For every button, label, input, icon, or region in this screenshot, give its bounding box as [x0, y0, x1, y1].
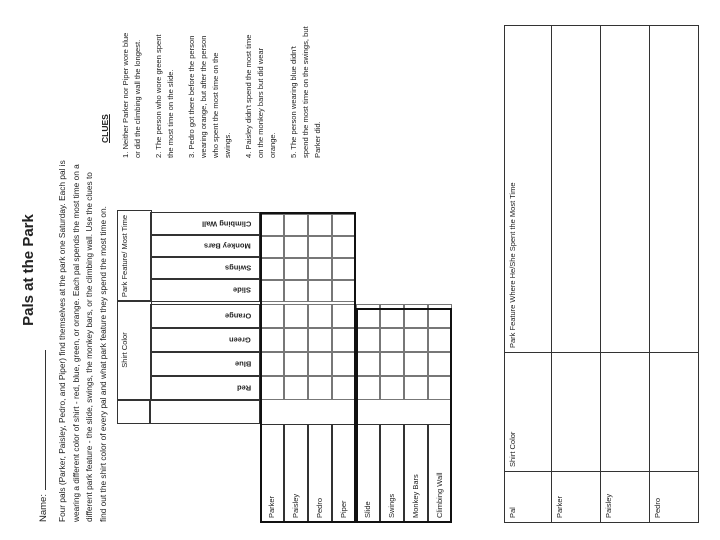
grid-cell[interactable] [308, 236, 332, 258]
grid-cell[interactable] [260, 376, 284, 400]
grid-corner-top [117, 400, 150, 424]
row-label-swings: Swings [380, 424, 404, 523]
answer-table-header-row [505, 26, 552, 523]
grid-cell[interactable] [284, 258, 308, 280]
grid-cell[interactable] [356, 376, 380, 400]
column-header-label: Orange [224, 311, 251, 321]
grid-cell[interactable] [308, 304, 332, 328]
grid-cell[interactable] [380, 352, 404, 376]
answer-feature-cell[interactable] [650, 26, 699, 353]
grid-cell[interactable] [428, 328, 452, 352]
grid-cell[interactable] [356, 328, 380, 352]
clues-heading: CLUES [100, 114, 110, 143]
grid-cell[interactable] [380, 304, 404, 328]
grid-cell[interactable] [284, 236, 308, 258]
grid-cell[interactable] [332, 328, 356, 352]
clues-list [120, 26, 333, 158]
clue-item: 2. The person who wore green spent the most time on the slide. [154, 34, 175, 158]
row-label-piper: Piper [332, 424, 356, 523]
intro-paragraph: Four pals (Parker, Paisley, Pedro, and Piper) find themselves at the park one Saturday. Each pal is wearing a different color of shirt - red, blue, green, or orange. Each pal spends the most time on a different park feature - the slide, swings, the monkey bars, or the climbing wall. Use the clues to find out the shirt color of every pal and what park feature they spend the most time on. [57, 160, 108, 522]
grid-cell[interactable] [284, 280, 308, 302]
page-title: Pals at the Park [20, 214, 37, 326]
answer-feature-cell[interactable] [601, 26, 650, 353]
answer-pal-cell: Paisley [601, 472, 650, 523]
grid-cell[interactable] [308, 352, 332, 376]
grid-cell[interactable] [308, 214, 332, 236]
grid-cell[interactable] [260, 258, 284, 280]
row-label-climbing-wall: Climbing Wall [428, 424, 452, 523]
answer-shirt-cell[interactable] [552, 353, 601, 472]
column-header-label: Red [236, 383, 251, 393]
clue-item: 4. Paisley didn't spend the most time on the monkey bars but did wear orange. [244, 34, 277, 158]
shirt-color-group-label: Shirt Color [120, 332, 129, 368]
grid-corner [150, 400, 260, 424]
row-label-pedro: Pedro [308, 424, 332, 523]
column-header-label: Swings [224, 263, 251, 273]
column-header-label: Blue [234, 359, 251, 369]
grid-cell[interactable] [332, 304, 356, 328]
answer-shirt-cell[interactable] [650, 353, 699, 472]
clue-item: 5. The person wearing blue didn't spend the most time on the swings, but Parker did. [289, 26, 322, 158]
grid-cell[interactable] [404, 352, 428, 376]
name-line[interactable] [36, 350, 46, 490]
grid-cell[interactable] [332, 258, 356, 280]
answer-shirt-cell[interactable] [601, 353, 650, 472]
grid-cell[interactable] [332, 214, 356, 236]
grid-cell[interactable] [428, 376, 452, 400]
park-feature-group-header [117, 210, 152, 302]
row-label-monkey-bars: Monkey Bars [404, 424, 428, 523]
grid-cell[interactable] [332, 352, 356, 376]
column-header-orange [150, 304, 260, 328]
column-header-green [150, 328, 260, 352]
grid-cell[interactable] [284, 376, 308, 400]
grid-cell[interactable] [380, 376, 404, 400]
column-header-label: Green [229, 335, 251, 345]
grid-cell[interactable] [284, 214, 308, 236]
grid-cell[interactable] [260, 214, 284, 236]
clue-item: 1. Neither Parker nor Piper wore blue or did the climbing wall the longest. [121, 32, 142, 158]
column-header-blue [150, 352, 260, 376]
shirt-color-group-header [117, 300, 152, 400]
answer-table [504, 25, 699, 523]
answer-header-pal: Pal [505, 472, 552, 523]
grid-cell[interactable] [356, 352, 380, 376]
table-row [650, 26, 699, 523]
grid-cell[interactable] [284, 352, 308, 376]
column-header-red [150, 376, 260, 400]
name-label: Name: [38, 494, 49, 522]
grid-cell[interactable] [260, 236, 284, 258]
grid-cell[interactable] [260, 280, 284, 302]
grid-cell[interactable] [404, 304, 428, 328]
clue-item: 3. Pedro got there before the person wearing orange, but after the person who spent the most time on the swings. [187, 35, 232, 158]
column-header-swings [150, 256, 260, 280]
column-header-label: Climbing Wall [201, 219, 251, 229]
park-feature-group-label: Park Feature/ Most Time [120, 214, 129, 298]
grid-cell[interactable] [308, 258, 332, 280]
column-header-slide [150, 278, 260, 302]
grid-cell[interactable] [308, 376, 332, 400]
grid-cell[interactable] [284, 328, 308, 352]
grid-cell[interactable] [308, 280, 332, 302]
grid-cell[interactable] [356, 304, 380, 328]
row-label-slide: Slide [356, 424, 380, 523]
answer-pal-cell: Pedro [650, 472, 699, 523]
grid-cell[interactable] [332, 236, 356, 258]
row-label-paisley: Paisley [284, 424, 308, 523]
row-label-parker: Parker [260, 424, 284, 523]
column-header-label: Slide [233, 285, 251, 295]
answer-pal-cell: Parker [552, 472, 601, 523]
grid-cell[interactable] [428, 352, 452, 376]
grid-cell[interactable] [428, 304, 452, 328]
column-header-label: Monkey Bars [204, 241, 251, 251]
answer-feature-cell[interactable] [552, 26, 601, 353]
grid-cell[interactable] [404, 328, 428, 352]
answer-header-park-feature: Park Feature Where He/She Spent the Most Time [505, 26, 552, 353]
grid-cell[interactable] [260, 328, 284, 352]
name-field [36, 350, 49, 522]
column-header-climbing-wall [150, 212, 260, 236]
grid-cell[interactable] [380, 328, 404, 352]
grid-cell[interactable] [260, 352, 284, 376]
grid-cell[interactable] [260, 304, 284, 328]
answer-header-shirt-color: Shirt Color [505, 353, 552, 472]
table-row [552, 26, 601, 523]
grid-cell[interactable] [332, 376, 356, 400]
grid-cell[interactable] [308, 328, 332, 352]
grid-cell[interactable] [332, 280, 356, 302]
column-header-monkey-bars [150, 234, 260, 258]
grid-cell[interactable] [284, 304, 308, 328]
grid-cell[interactable] [404, 376, 428, 400]
table-row [601, 26, 650, 523]
